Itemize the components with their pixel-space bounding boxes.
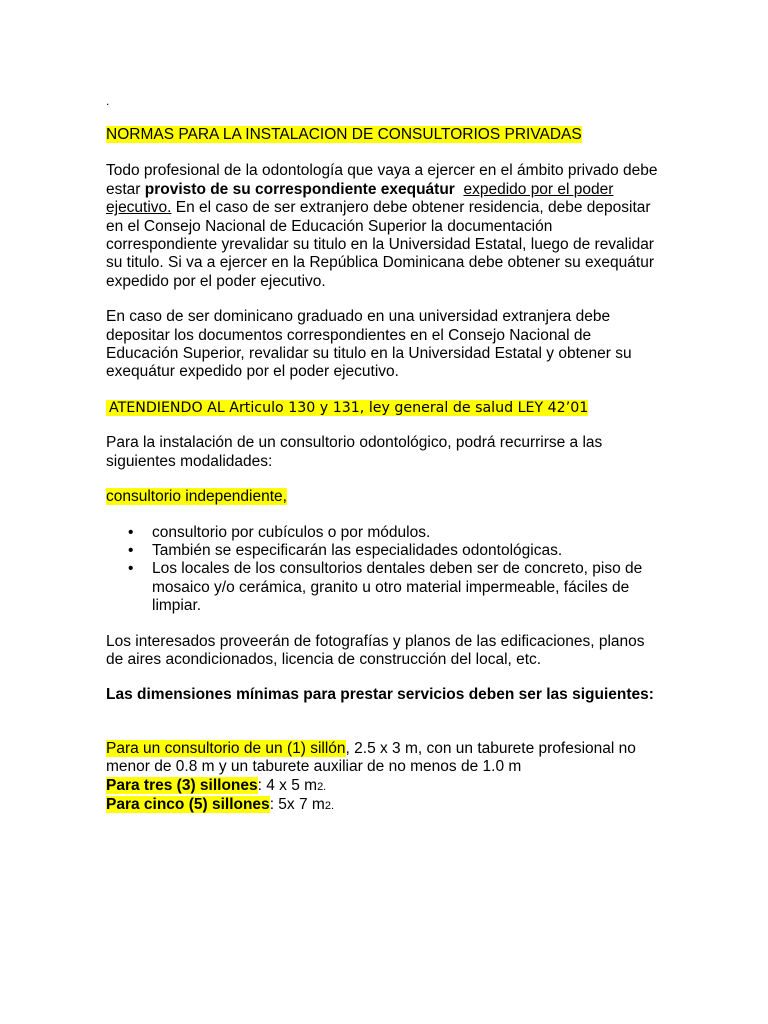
paragraph-atendiendo (106, 399, 666, 417)
dimension-one-chair (106, 740, 666, 777)
independiente-highlight: consultorio independiente, (106, 488, 287, 506)
list-item-text: También se especificarán las especialidades odontológicas. (152, 541, 563, 559)
document-title (106, 126, 666, 144)
list-item (128, 523, 666, 542)
dim2-unit: 2. (317, 780, 327, 793)
document-body (106, 92, 666, 815)
bullet-icon: • (128, 523, 134, 541)
paragraph-dominicano: En caso de ser dominicano graduado en una universidad extranjera debe depositar los documentos correspondientes en el Consejo Nacional de Educación Superior, revalidar su titulo en la Universidad Estatal y obtener su exequátur expedido por el poder ejecutivo. (106, 308, 632, 381)
dim1-text: , 2.5 x 3 m, con un taburete profesional no menor de 0.8 m y un taburete auxiliar de no menos de 1.0 m (106, 739, 636, 776)
list-item-text: Los locales de los consultorios dentales deben ser de concreto, piso de mosaico y/o cerámica, granito u otro material impermeable, fáciles de limpiar. (152, 560, 643, 615)
dim2-highlight (106, 777, 258, 794)
para1-text-a: Todo profesional de la odontología que vaya a ejercer en el ámbito privado debe estar (106, 162, 658, 198)
dim3-label: Para cinco (5) sillones (106, 795, 270, 813)
list-item (128, 560, 666, 615)
dim1-highlight: Para un consultorio de un (1) sillón (106, 739, 346, 757)
paragraph-independiente (106, 488, 666, 506)
paragraph-exequatur (106, 162, 666, 291)
para1-text-b: En el caso de ser extranjero debe obtener residencia, debe depositar en el Consejo Nacional de Educación Superior la documentación correspondiente yrevalidar su titulo en la Universidad Estatal, luego de revalidar su titulo. Si va a ejercer en la República Dominicana debe obtener su exequátur expedido por el poder ejecutivo. (106, 199, 654, 290)
dimension-three-chairs (106, 777, 666, 796)
stray-dot: . (106, 94, 110, 108)
dim2-label: Para tres (3) sillones (106, 776, 258, 794)
dim3-unit: 2. (324, 799, 335, 812)
dim3-highlight (106, 796, 270, 813)
dimension-five-chairs (106, 796, 666, 815)
dimensions-block (106, 740, 666, 816)
list-item-text: consultorio por cubículos o por módulos. (152, 523, 431, 541)
para1-underlined: expedido por el poder ejecutivo. (106, 180, 614, 217)
list-item (128, 541, 666, 560)
dim3-text: : 5x 7 m (269, 795, 325, 813)
bullet-icon: • (128, 541, 134, 559)
para1-bold: provisto de su correspondiente exequátur (144, 180, 455, 198)
dim2-text: : 4 x 5 m (257, 776, 318, 794)
dimensions-heading: Las dimensiones mínimas para prestar servicios deben ser las siguientes: (106, 686, 654, 704)
paragraph-modalidades: Para la instalación de un consultorio odontológico, podrá recurrirse a las siguientes modalidades: (106, 434, 603, 470)
paragraph-interesados: Los interesados proveerán de fotografías y planos de las edificaciones, planos de aires acondicionados, licencia de construcción del local, etc. (106, 632, 645, 668)
bullet-icon: • (128, 560, 134, 578)
modalidades-list (106, 524, 666, 616)
atendiendo-highlight: ATENDIENDO AL Articulo 130 y 131, ley general de salud LEY 42’01 (106, 400, 588, 416)
title-highlight: NORMAS PARA LA INSTALACION DE CONSULTORIOS PRIVADAS (106, 126, 582, 143)
